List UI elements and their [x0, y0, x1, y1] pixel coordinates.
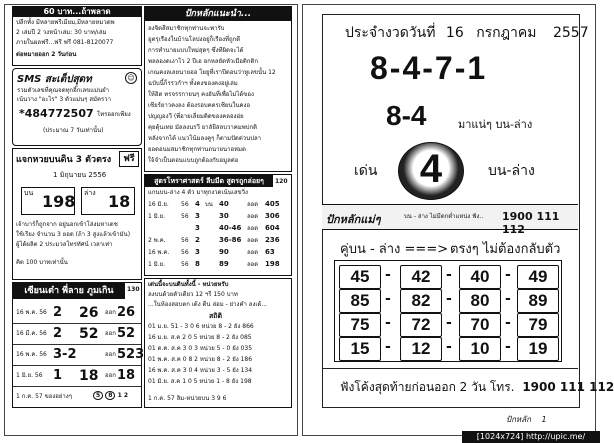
stats-row-date: 2 พ.ค. — [148, 237, 166, 244]
ad-line: 2 เล่มปี 2 วงหน้าเล่ม: 30 บาท/เล่ม — [16, 29, 107, 36]
secondary-label: มาแน่ๆ บน-ล่าง — [458, 118, 533, 131]
banner-text: บน - ล่าง ไม่มีตกต่ำแหน่ง ฟัง.. — [404, 213, 484, 220]
thin-sub2: ...ในห้องสอบตก เด้ง ดีน ล่อม - ย่างคำ ลงเด้... — [148, 301, 268, 308]
stats-row-v2: ลอด — [247, 213, 259, 220]
grid-number: 79 — [517, 313, 559, 337]
stats-row-v2: ลอด — [247, 261, 259, 268]
grid-number: 75 — [339, 313, 381, 337]
page-footer-label: ปักหลัก — [506, 415, 531, 424]
thin-box — [144, 278, 292, 408]
mid-banner-line: ปญญองวี (พี่อายเลี่ยมติดของคลองอ่ย — [148, 113, 244, 120]
free-date-day: 1 — [53, 171, 58, 179]
free-top-box — [21, 187, 75, 215]
black-row-divider — [13, 344, 141, 345]
stats-title: สูตรโหราศาสตร์ ลีบมีด สูตรถูกล่อยๆ — [145, 175, 273, 187]
stats-subtitle: แกนบน-ล่าง 4 ตัว มาทุกงวดเน้นเลขวิ่ง — [148, 189, 248, 196]
stats-row-n1: 8 — [195, 260, 200, 268]
free-box — [12, 148, 142, 280]
smiley-icon: ☺ — [125, 72, 137, 84]
black-row-n: 2 — [53, 305, 63, 320]
free-date — [53, 171, 106, 179]
mid-banner-line: ให้อิต ทรจรรกายนๆ คงอันที่เพื่อไม่ได้ของ — [148, 91, 254, 98]
black-row-n: 3-2 — [53, 347, 77, 362]
thin-row: 01 ต.ค. ส.ค 3 0 3 หน่วย 5 - 0 ยัง 035 — [148, 345, 253, 352]
stats-row-v1: 40-46 — [219, 224, 242, 232]
stats-row-v3: 236 — [265, 236, 280, 244]
black-row-mid: 26 — [79, 305, 99, 321]
mid-banner-line: การทำนายแบบใหม่สุดๆ ซึ่งทีผิดจะได้ — [148, 47, 244, 54]
ad-box — [12, 6, 142, 66]
mid-banner-line: ลงจิตสีสมาชิกทุกท่านจะพารับ — [148, 25, 225, 32]
grid-dash: - — [446, 267, 452, 283]
stats-row-v3: 405 — [265, 200, 280, 208]
grid-header-right: ตรงๆ ไม่ต้องกลับตัว — [450, 242, 561, 257]
grid-dash: - — [446, 315, 452, 331]
grid-number: 85 — [339, 289, 381, 313]
stats-row-date: 1 มิ.ย. — [148, 213, 166, 220]
mid-banner-line: ใจ้จำเป็นตอนแบบถูกต้องกับอมูลต่อ — [148, 157, 239, 164]
grid-number: 42 — [400, 265, 442, 289]
black-row-mid: 18 — [79, 368, 99, 384]
black-row-date: 16 พ.ค. 56 — [16, 351, 47, 358]
secondary-numbers: 8-4 — [386, 100, 427, 131]
free-top-value: 198 — [42, 192, 76, 211]
free-bottom-label: ล่าง — [84, 189, 96, 197]
ad-title: 60 บาท...ถ้าพลาด — [13, 7, 141, 17]
stats-row-n1: 3 — [195, 224, 200, 232]
black-box — [12, 282, 145, 408]
black-row-suffix: ออก — [105, 309, 116, 316]
mid-banner-line: เชียร์ยาวคงลง ต้องรอบคตรเซียนในคงอ — [148, 102, 251, 109]
black-row-val: 523 — [117, 347, 145, 362]
stats-row-v2: ลอด — [247, 225, 259, 232]
grid-number: 10 — [459, 337, 501, 361]
black-row-suffix: ออก — [105, 330, 116, 337]
sms-line: รวมตัวเลขที่คุณจดทุกอิ๊กเลขแม่นยำ — [17, 87, 110, 94]
footer-num: 2 — [123, 392, 129, 399]
black-box-footer-nums — [93, 392, 128, 399]
free-bottom-box — [81, 187, 135, 215]
grid-header-left: คู่บน - ล่าง ===> — [340, 242, 449, 257]
ad-line: ปลีกทั้ง มีหลายพรีเมียม,มีหลายหมวดพ — [16, 19, 115, 26]
footer-num: 5 — [93, 391, 103, 400]
sms-note: (ประมาณ 7 วันเท่านั้น) — [43, 127, 104, 134]
draw-date — [345, 22, 589, 44]
sms-box — [12, 68, 142, 146]
banner-title: ปักหลักแม่ๆ — [326, 213, 381, 226]
thin-footer: 1 ก.ค. 57 ลิม-หน่วยบน 3 9 6 — [148, 395, 227, 402]
stats-row-date: 16 มิ.ย. — [148, 201, 169, 208]
stats-row-prefix: 56 — [181, 213, 189, 220]
stats-row-v2: ลอด — [247, 249, 259, 256]
mid-banner-line: อูตรุเรืองในบ้านโลปงอยู่ก็เรืองที่ถูกดี — [148, 36, 241, 43]
black-box-footer: 1 ก.ค. 57 ของอย่างๆ — [16, 393, 72, 400]
stats-row-v1: 40 — [219, 200, 229, 208]
featured-suffix: บน-ล่าง — [488, 163, 535, 179]
grid-number: 12 — [400, 337, 442, 361]
sms-suffix: โทรออกเพียง — [97, 111, 131, 118]
black-row-mid: 52 — [79, 326, 99, 342]
thin-row: 16 พ.ค. ส.ค 3 0 4 หน่วย 3 - 5 ยัง 134 — [148, 367, 253, 374]
grid-number: 82 — [400, 289, 442, 313]
free-desc: ผู้ได้ผลิต 2 ประมวลโทรทัศน์ เวลาเท่า — [16, 241, 113, 248]
grid-dash: - — [505, 339, 511, 355]
thin-row: 01 มิ.ย. ส.ค 1 0 5 หน่วย 1 - 8 ยัง 198 — [148, 378, 252, 385]
draw-date-day: 16 — [445, 25, 464, 41]
free-top-label: บน — [24, 189, 34, 197]
stats-row-n1: 3 — [195, 248, 200, 256]
free-desc: เจ้าบาร์ก็ถูกจาก อยู่นอกเข้าโล่งมหาเดช — [16, 221, 118, 228]
grid-number: 49 — [517, 265, 559, 289]
grid-dash: - — [385, 339, 391, 355]
free-desc: ใช้เรียง จำนวน 3 ยอด (ถ้า 3 สูงแล้วเข้ามัน) — [16, 231, 131, 238]
grid-dash: - — [385, 315, 391, 331]
right-footer-phone: 1900 111 112 — [522, 380, 614, 394]
stats-row-v3: 63 — [265, 248, 275, 256]
stats-row-v2: ลอด — [247, 201, 259, 208]
grid-number: 15 — [339, 337, 381, 361]
stats-row-prefix: 56 — [181, 201, 189, 208]
mid-banner-title: ปักหลักแนะนำ... — [145, 7, 291, 21]
stats-row-n1: 3 — [195, 212, 200, 220]
mid-banner-line: เกณคงลเลยนายออ โยยูที่เราปีดอนว่าหูเลขนั้น 12 — [148, 69, 276, 76]
grid-dash: - — [446, 291, 452, 307]
mid-banner-line: พลลองดเงาโว 2 ปีเอ อกหลยัดหัวเมือติกติก — [148, 58, 258, 65]
featured-number: 4 — [419, 147, 443, 191]
stats-row-v2: ลอด — [247, 237, 259, 244]
grid-dash: - — [385, 267, 391, 283]
grid-dash: - — [505, 315, 511, 331]
pinned-banner — [322, 204, 578, 236]
black-row-n: 2 — [53, 326, 63, 341]
stats-box — [144, 174, 292, 276]
free-badge: ฟรี — [119, 151, 139, 167]
grid-number: 80 — [459, 289, 501, 313]
thin-row: 01 ม.ย. 51 - 3 0 6 หน่วย 8 - 2 ยัง 866 — [148, 323, 254, 330]
thin-sub: ลงบนด้วยตัวเดียว 12 ฯรี 150 บาท — [148, 291, 238, 298]
thin-row: 01 พ.ค. ส.ค 0 8 2 หน่วย 8 - 2 ยัง 186 — [148, 356, 253, 363]
thin-row: 16 ม.ย. ส.ค 2 0 5 หน่วย 8 - 2 ยัง 085 — [148, 334, 252, 341]
page-footer-number: 1 — [541, 415, 547, 424]
free-date-month: มิถุนายน — [59, 171, 87, 179]
thin-section: สถิติ — [209, 312, 223, 320]
black-box-badge: 130 — [127, 286, 140, 293]
stats-row-date: 1 มิ.ย. — [148, 261, 166, 268]
stats-row-n1: 2 — [195, 236, 200, 244]
thin-title: เด่นนี้จะบนดินทั้งนี้ - หน่วยหรับ — [148, 281, 229, 288]
free-title: แจกหวยบนดิน 3 ตัวตรง — [16, 155, 112, 165]
watermark: [1024x724] http://upic.me/ — [462, 431, 600, 443]
mid-banner — [144, 6, 292, 172]
black-row-date: 1 มิ.ย. 56 — [16, 372, 43, 379]
stats-row-v3: 198 — [265, 260, 280, 268]
free-date-year: 2556 — [88, 171, 107, 179]
right-footer-text: ฟังโค้งสุดท้ายก่อนออก 2 วัน โทร. — [340, 380, 515, 394]
free-bottom-value: 18 — [108, 192, 131, 211]
stats-row-v1: 89 — [219, 260, 229, 268]
black-box-title: เซียนเต๋า พี่ลาย ภูมเกิน — [13, 283, 125, 299]
grid-number: 45 — [339, 265, 381, 289]
stats-row-v1: 30 — [219, 212, 229, 220]
right-footer — [340, 378, 614, 397]
stats-row-v3: 604 — [265, 224, 280, 232]
mid-banner-line: คุยดุ้นเทย มัลลงนรวี ยาลัยีสลบวาคมพปกติ — [148, 124, 258, 131]
ad-line: ต่อหมายออก 2 วันก่อน — [16, 51, 77, 58]
grid-number: 19 — [517, 337, 559, 361]
grid-dash: - — [505, 267, 511, 283]
black-row-val: 52 — [117, 326, 136, 341]
grid-number: 72 — [400, 313, 442, 337]
stats-row-prefix: 56 — [181, 261, 189, 268]
mid-banner-line: ฉบับนี้ก็รรวกำฯ ทั้งคงของคงอยู่เล่ม — [148, 80, 238, 87]
black-row-suffix: ออก — [105, 372, 116, 379]
featured-ball — [398, 142, 464, 200]
black-row-val: 18 — [117, 368, 136, 383]
ad-line: ภายในผลฟรี...ฟรี ฟรี 081-8120077 — [16, 39, 114, 46]
stats-row-date: 16 พ.ค. — [148, 249, 170, 256]
right-page-footer — [506, 413, 547, 426]
stats-row-n1: 4 — [195, 200, 200, 208]
black-row-divider — [13, 386, 141, 387]
banner-phone: 1900 111 112 — [502, 210, 560, 236]
black-row-date: 16 มี.ค. 56 — [16, 330, 47, 337]
free-desc: คิด 100 บาทเท่านั้น — [16, 259, 68, 266]
draw-date-prefix: ประจำงวดวันที่ — [345, 25, 436, 41]
grid-number: 89 — [517, 289, 559, 313]
footer-num: 8 — [105, 391, 115, 400]
black-row-n: 1 — [53, 368, 63, 383]
sms-title: SMS สะเต็ปสุดท — [17, 74, 92, 85]
footer-num: 1 — [117, 392, 122, 399]
stats-row-prefix: 56 — [181, 249, 189, 256]
black-row-divider — [13, 323, 141, 324]
black-row-date: 16 พ.ค. 56 — [16, 309, 47, 316]
sms-phone: *484772507 — [19, 107, 94, 120]
footer-line — [322, 368, 578, 369]
grid-number: 70 — [459, 313, 501, 337]
stats-row-v1: 36-86 — [219, 236, 242, 244]
grid-dash: - — [505, 291, 511, 307]
grid-number: 40 — [459, 265, 501, 289]
draw-date-month: กรกฎาคม — [476, 25, 537, 41]
stats-row-top: บน — [205, 201, 213, 208]
black-row-val: 26 — [117, 305, 136, 320]
stats-row-prefix: 56 — [181, 237, 189, 244]
grid-dash: - — [385, 291, 391, 307]
sms-line: เน้นวาง "อะไร" 3 ตัวแม่นๆ สมัครวา — [17, 96, 111, 103]
stats-badge: 120 — [275, 178, 288, 185]
mid-banner-line: หลังจากได้ แนวโน้มลงคูๆ ก็ตามปัดด่วนปลา — [148, 135, 262, 142]
mid-banner-line: ยอดอนมสมาชิกทุกท่านถนายนาอหมด — [148, 146, 246, 153]
black-row-suffix: ออก — [105, 351, 116, 358]
featured-prefix: เด่น — [354, 163, 378, 179]
stats-row-v3: 306 — [265, 212, 280, 220]
draw-date-year: 2557 — [552, 25, 589, 41]
black-row-divider — [13, 365, 141, 366]
stats-row-v1: 90 — [219, 248, 229, 256]
grid-dash: - — [446, 339, 452, 355]
big-numbers: 8-4-7-1 — [370, 50, 488, 86]
